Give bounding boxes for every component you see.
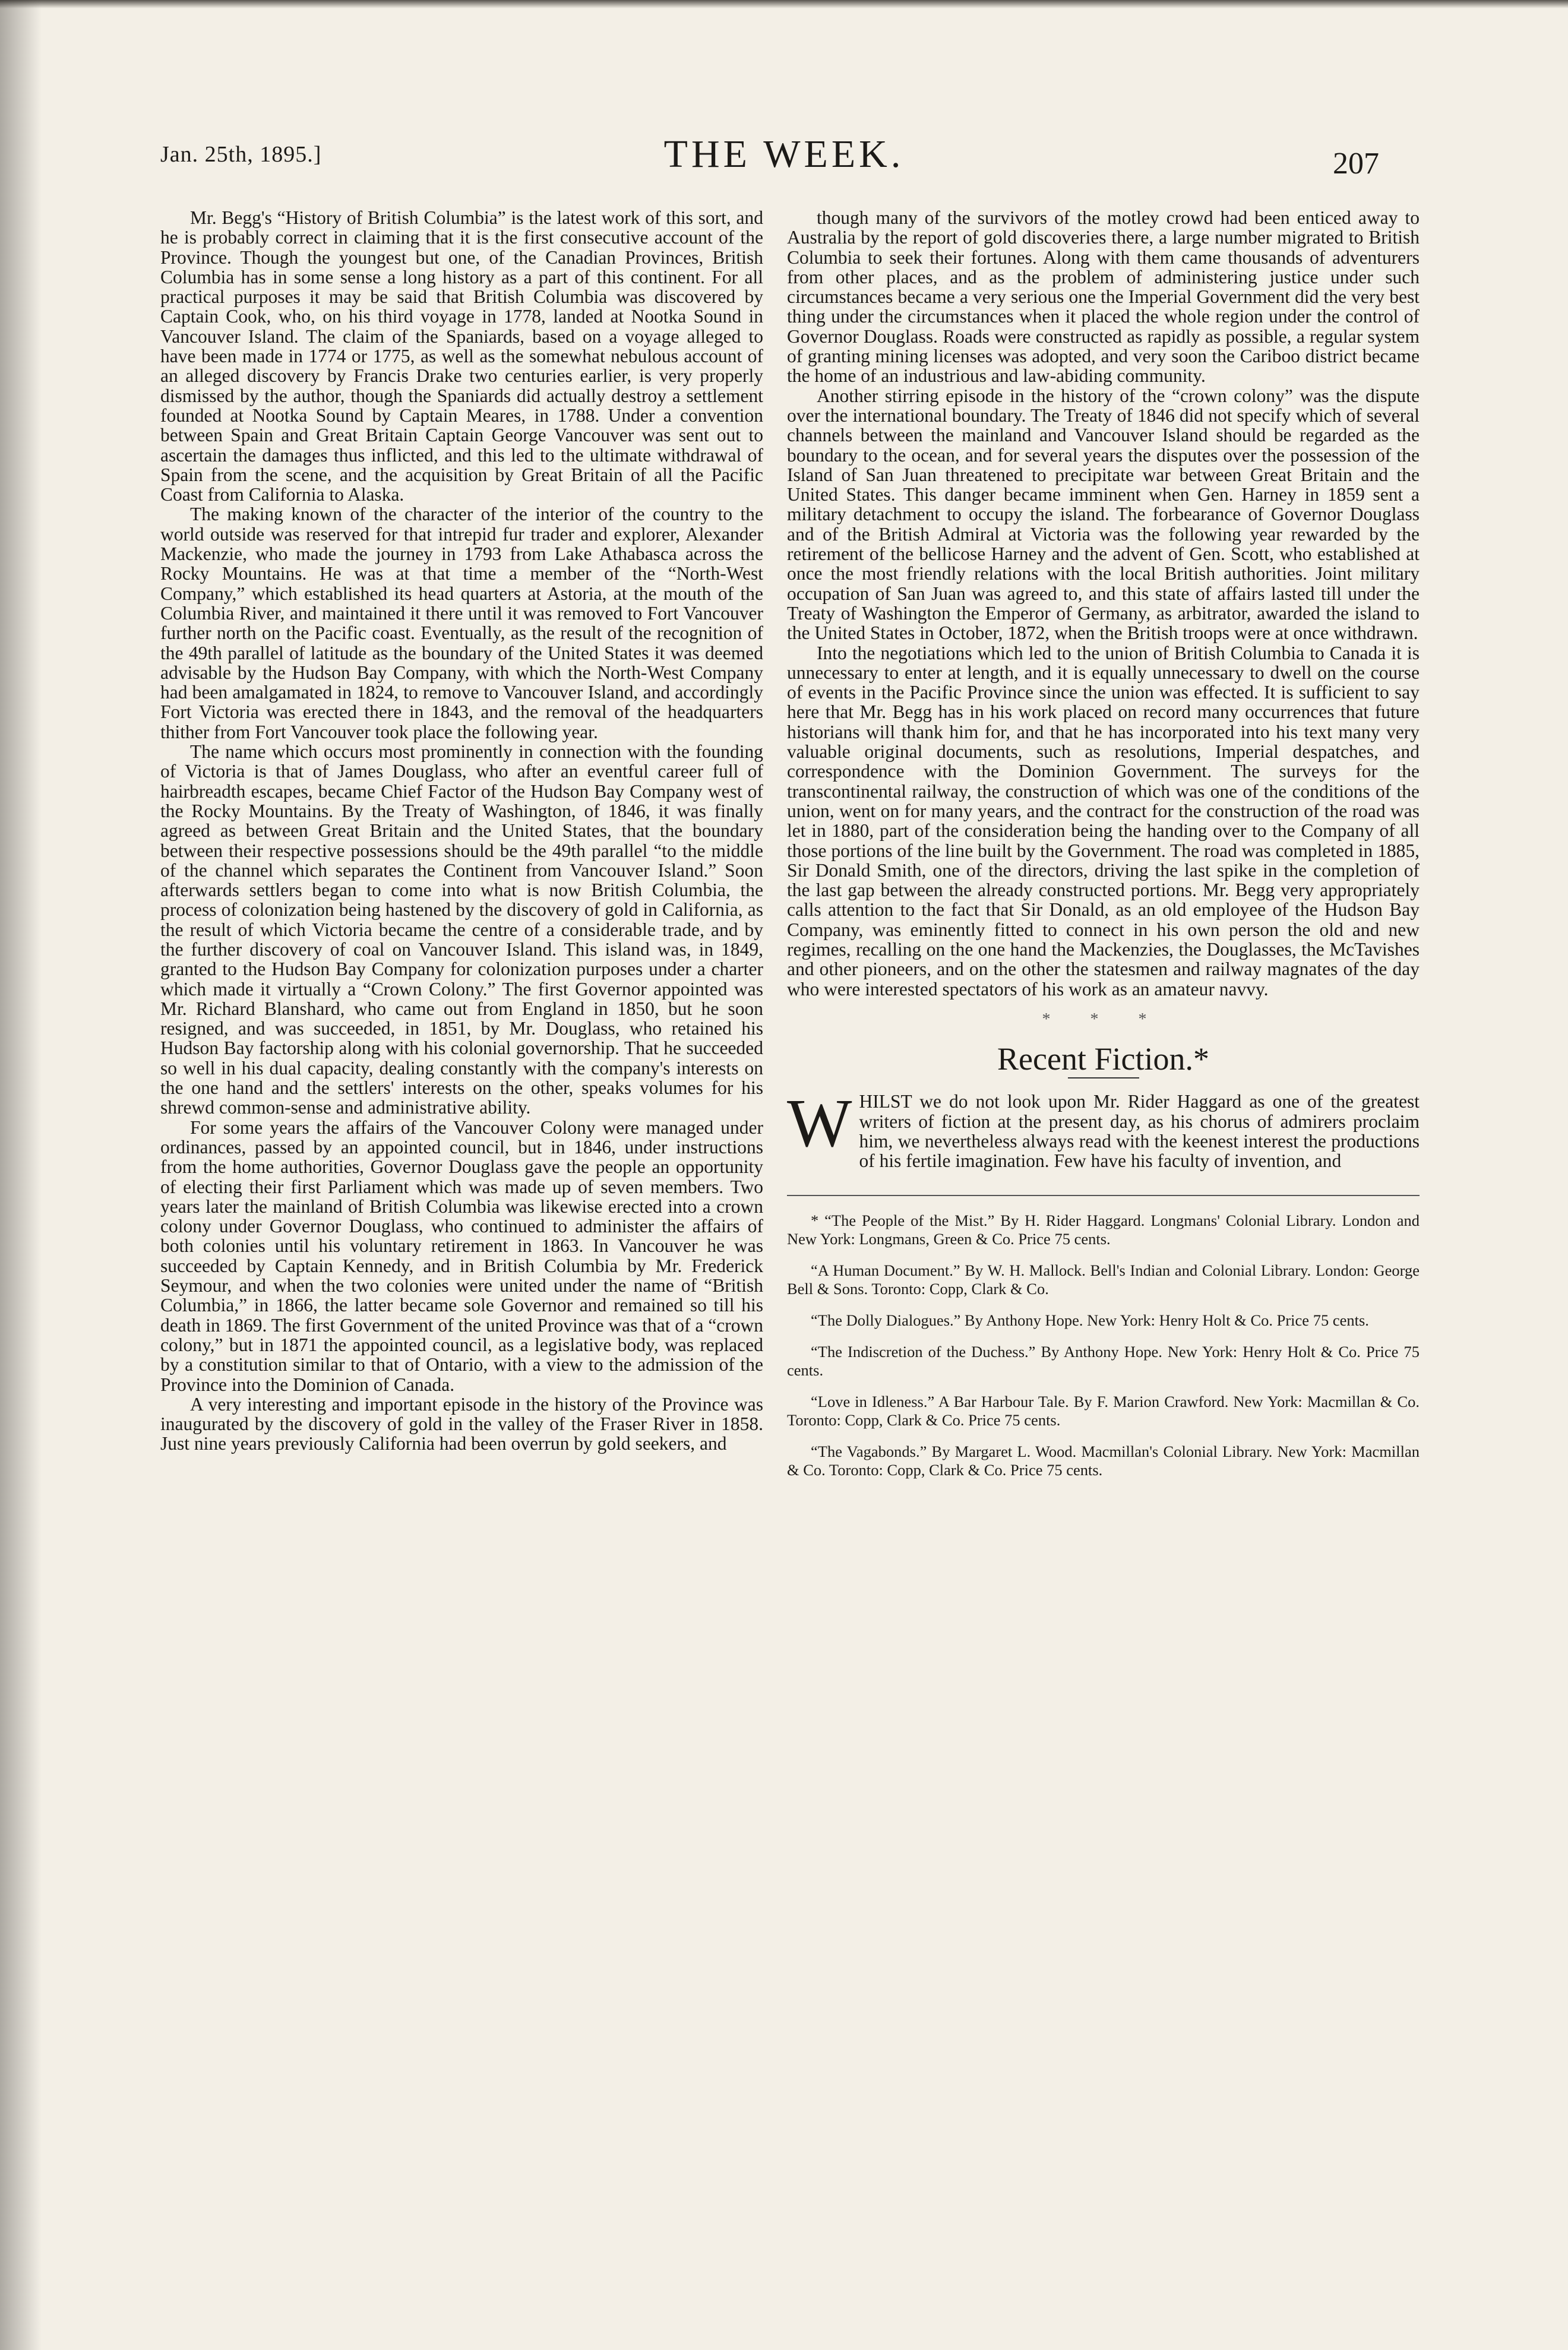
fiction-paragraph-text: HILST we do not look upon Mr. Rider Haggard as one of the greatest writers of fiction at the present day, as his chorus of admirers proclaim him, we nevertheless always read with the keenest interest the productions of his fertile imagination. Few have his faculty of invention, and [859,1091,1420,1172]
paragraph: Into the negotiations which led to the union of British Columbia to Canada it is unnecessary to enter at length, and it is equally unnecessary to dwell on the course of events in the Pacific Province since the union was effected. It is sufficient to say here that Mr. Begg has in his work placed on record many occurrences that future historians will thank him for, and that he has incorporated into his text many very valuable original documents, such as resolutions, Imperial despatches, and correspondence with the Dominion Government. The surveys for the transcontinental railway, the construction of which was one of the conditions of the union, went on for many years, and the contract for the construction of the road was let in 1880, part of the consideration being the handing over to the Company of all those portions of the line built by the Government. The road was completed in 1885, Sir Donald Smith, one of the directors, driving the last spike in the completion of the last gap between the already constructed portions. Mr. Begg very appropriately calls attention to the fact that Sir Donald, as an old employee of the Hudson Bay Company, was eminently fitted to connect in his own person the old and new regimes, recalling on the one hand the Mackenzies, the Douglasses, the McTavishes and other pioneers, and on the other the statesmen and railway magnates of the day who were interested spectators of his work as an amateur navvy. [787,642,1420,1000]
footnote: “Love in Idleness.” A Bar Harbour Tale. By F. Marion Crawford. New York: Macmillan & Co. Toronto: Copp, Clark & Co. Price 75 cents. [787,1392,1420,1429]
footnotes [787,1212,1420,1479]
left-column [160,208,763,1454]
scan-left-shadow [0,0,42,2350]
paragraph: though many of the survivors of the motley crowd had been enticed away to Australia by the report of gold discoveries there, a large number migrated to British Columbia to seek their fortunes. Along with them came thousands of adventurers from other places, and as the problem of administering justice under such circumstances became a very serious one the Imperial Government did the very best thing under the circumstances when it placed the whole region under the control of Governor Douglass. Roads were constructed as rapidly as possible, a regular system of granting mining licenses was adopted, and very soon the Cariboo district became the home of an industrious and law-abiding community. [787,207,1420,387]
paragraph: The making known of the character of the interior of the country to the world outside was reserved for that intrepid fur trader and explorer, Alexander Mackenzie, who made the journey in 1793 from Lake Athabasca across the Rocky Mountains. He was at that time a member of the “North-West Company,” which established its head quarters at Astoria, at the mouth of the Columbia River, and maintained it there until it was removed to Fort Vancouver further north on the Pacific coast. Eventually, as the result of the recognition of the 49th parallel of latitude as the boundary of the United States it was deemed advisable by the Hudson Bay Company, with which the North-West Company had been amalgamated in 1824, to remove to Vancouver Island, and accordingly Fort Victoria was erected there in 1843, and the removal of the headquarters thither from Fort Vancouver took place the following year. [160,504,763,742]
heading-rule [1068,1077,1139,1078]
paragraph: Mr. Begg's “History of British Columbia” is the latest work of this sort, and he is probably correct in claiming that it is the first consecutive account of the Province. Though the youngest but one, of the Canadian Provinces, British Columbia has in some sense a long history as a part of this continent. For all practical purposes it may be said that British Columbia was discovered by Captain Cook, who, on his third voyage in 1778, landed at Nootka Sound in Vancouver Island. The claim of the Spaniards, based on a voyage alleged to have been made in 1774 or 1775, as well as the somewhat nebulous account of an alleged discovery by Francis Drake two centuries earlier, is very properly dismissed by the author, though the Spaniards did actually destroy a settlement founded at Nootka Sound by Captain Meares, in 1788. Under a convention between Spain and Great Britain Captain George Vancouver was sent out to ascertain the damages thus inflicted, and this led to the ultimate withdrawal of Spain from the scene, and the acquisition by Great Britain of all the Pacific Coast from California to Alaska. [160,207,763,505]
dropcap-letter: W [787,1086,852,1162]
section-heading: Recent Fiction.* [997,1041,1209,1077]
right-column [787,208,1420,1492]
footnote: “A Human Document.” By W. H. Mallock. Bell's Indian and Colonial Library. London: George Bell & Sons. Toronto: Copp, Clark & Co. [787,1261,1420,1298]
paragraph: A very interesting and important episode in the history of the Province was inaugurated by the discovery of gold in the valley of the Fraser River in 1858. Just nine years previously California had been overrun by gold seekers, and [160,1393,763,1454]
paragraph: The name which occurs most prominently in connection with the founding of Victoria is that of James Douglass, who after an eventful career full of hairbreadth escapes, became Chief Factor of the Hudson Bay Company west of the Rocky Mountains. By the Treaty of Washington, of 1846, it was finally agreed as between Great Britain and the United States, that the boundary between their respective possessions should be the 49th parallel “to the middle of the channel which separates the Continent from Vancouver Island.” Soon afterwards settlers began to come into what is now British Columbia, the process of colonization being hastened by the discovery of gold in California, as the result of which Victoria became the centre of a considerable trade, and by the further discovery of coal on Vancouver Island. This island was, in 1849, granted to the Hudson Bay Company for colonization purposes under a charter which made it virtually a “Crown Colony.” The first Governor appointed was Mr. Richard Blanshard, who came out from England in 1850, but he soon resigned, and was succeeded, in 1851, by Mr. Douglass, who retained his Hudson Bay factorship along with his colonial governorship. That he succeeded so well in his dual capacity, dealing constantly with the company's interests on the one hand and the settlers' interests on the other, speaks volumes for his shrewd common-sense and administrative ability. [160,741,763,1118]
section-divider-stars: * * * [1042,1010,1165,1029]
page-header [0,0,1568,202]
footnote-rule [787,1195,1420,1196]
footnote: “The Dolly Dialogues.” By Anthony Hope. New York: Henry Holt & Co. Price 75 cents. [811,1311,1369,1329]
paragraph: For some years the affairs of the Vancouver Colony were managed under ordinances, passed by an appointed council, but in 1846, under instructions from the home authorities, Governor Douglass gave the people an opportunity of electing their first Parliament which was made up of seven members. Two years later the mainland of British Columbia was likewise erected into a crown colony under Governor Douglass, who continued to administer the affairs of both colonies until his voluntary retirement in 1863. In Vancouver he was succeeded by Captain Kennedy, and in British Columbia by Mr. Frederick Seymour, and when the two colonies were united under the name of “British Columbia,” in 1866, the latter became sole Governor and remained so till his death in 1869. The first Government of the united Province was that of a “crown colony,” but in 1871 the appointed council, as a legislative body, was replaced by a constitution similar to that of Ontario, with a view to the admission of the Province into the Dominion of Canada. [160,1117,764,1395]
footnote: * “The People of the Mist.” By H. Rider Haggard. Longmans' Colonial Library. London and New York: Longmans, Green & Co. Price 75 cents. [787,1211,1420,1248]
paragraph: Another stirring episode in the history of the “crown colony” was the dispute over the international boundary. The Treaty of 1846 did not specify which of several channels between the mainland and Vancouver Island should be regarded as the boundary to the ocean, and for several years the disputes over the possession of the Island of San Juan threatened to precipitate war between Great Britain and the United States. This danger became imminent when Gen. Harney in 1859 sent a military detachment to occupy the island. The forbearance of Governor Douglass and of the British Admiral at Victoria was the following year rewarded by the retirement of the bellicose Harney and the advent of Gen. Scott, who established at once the most friendly relations with the local British authorities. Joint military occupation of San Juan was agreed to, and this state of affairs lasted till under the Treaty of Washington the Emperor of Germany, as arbitrator, awarded the island to the United States in October, 1872, when the British troops were at once withdrawn. [787,385,1420,644]
issue-date: Jan. 25th, 1895.] [160,142,322,167]
fiction-paragraph [787,1086,1420,1172]
footnote: “The Indiscretion of the Duchess.” By Anthony Hope. New York: Henry Holt & Co. Price 75 cents. [787,1342,1420,1379]
page-number: 207 [1333,147,1379,181]
footnote: “The Vagabonds.” By Margaret L. Wood. Macmillan's Colonial Library. New York: Macmillan & Co. Toronto: Copp, Clark & Co. Price 75 cents. [787,1442,1420,1479]
publication-title: THE WEEK. [663,132,905,176]
